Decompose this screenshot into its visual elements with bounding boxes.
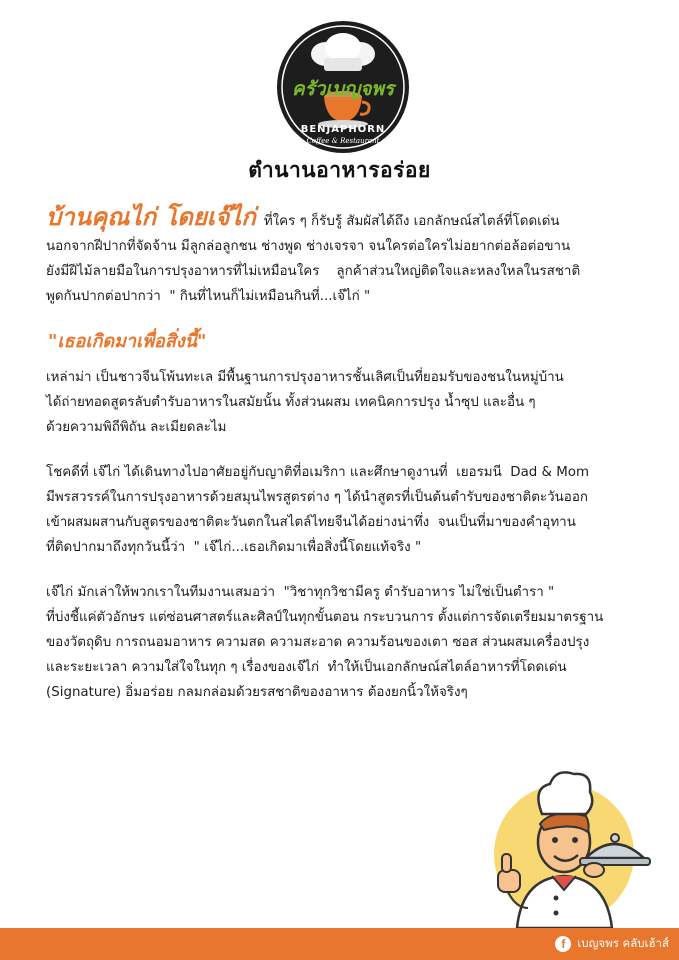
paragraph-line: ที่ติดปากมาถึงทุกวันนี้ว่า " เจ๊ไก่...เธอเกิดมาเพื่อสิ่งนี้โดยแท้จริง " xyxy=(46,540,422,555)
logo-brand-thai: ครัวเบญจพร xyxy=(291,78,395,100)
facebook-icon: f xyxy=(555,936,571,952)
footer-bar xyxy=(0,928,679,960)
paragraph-line: ของวัตถุดิบ การถนอมอาหาร ความสด ความสะอาด ความร้อนของเตา ซอส ส่วนผสมเครื่องปรุง xyxy=(46,635,590,650)
logo-brand-en: BENJAPHORN xyxy=(300,124,386,135)
page-title: ตำนานอาหารอร่อย xyxy=(248,158,431,182)
intro-paragraph xyxy=(46,204,646,309)
chef-illustration xyxy=(482,758,652,928)
paragraph-line: ที่ใคร ๆ ก็รับรู้ สัมผัสได้ถึง เอกลักษณ์สไตล์ที่โดดเด่น xyxy=(263,214,560,229)
paragraph-line: โชคดีที่ เจ๊ไก่ ได้เดินทางไปอาศัยอยู่กับญาติที่อเมริกา และศึกษาดูงานที่ เยอรมนี Dad & Mom xyxy=(46,465,590,480)
history-paragraph xyxy=(46,365,646,440)
paragraph-line: ยังมีฝีไม้ลายมือในการปรุงอาหารที่ไม่เหมือนใคร ลูกค้าส่วนใหญ่ติดใจและหลงใหลในรสชาติ xyxy=(46,264,581,279)
restaurant-logo xyxy=(276,20,410,154)
paragraph-line: เจ๊ไก่ มักเล่าให้พวกเราในทีมงานเสมอว่า "วิชาทุกวิชามีครู ตำรับอาหาร ไม่ใช่เป็นตำรา " xyxy=(46,585,555,600)
article-body xyxy=(46,204,646,705)
facebook-page-link[interactable] xyxy=(555,935,669,953)
paragraph-line: และระยะเวลา ความใส่ใจในทุก ๆ เรื่องของเจ๊ไก่ ทำให้เป็นเอกลักษณ์สไตล์อาหารที่โดดเด่น xyxy=(46,660,567,675)
paragraph-line: ด้วยความพิถีพิถัน ละเมียดละไม xyxy=(46,420,227,435)
paragraph-line: ที่บ่งชี้แค่ตัวอักษร แต่ซ่อนศาสตร์และศิลป์ในทุกขั้นตอน กระบวนการ ตั้งแต่การจัดเตรียมมาตรฐาน xyxy=(46,610,604,625)
philosophy-paragraph xyxy=(46,580,646,705)
paragraph-line: มีพรสวรรค์ในการปรุงอาหารด้วยสมุนไพรสูตรต่าง ๆ ได้นำสูตรที่เป็นต้นตำรับของชาติตะวันออก xyxy=(46,490,588,505)
facebook-page-name: เบญจพร คลับเฮ้าส์ xyxy=(577,936,669,950)
travel-paragraph xyxy=(46,460,646,560)
paragraph-line: (Signature) อิ่มอร่อย กลมกล่อมด้วยรสชาติของอาหาร ต้องยกนิ้วให้จริงๆ xyxy=(46,685,468,700)
paragraph-line: นอกจากฝีปากที่จัดจ้าน มีลูกล่อลูกชน ช่างพูด ช่างเจรจา จนใครต่อใครไม่อยากต่อล้อต่อขาน xyxy=(46,239,571,254)
paragraph-line: พูดกันปากต่อปากว่า " กินที่ไหนก็ไม่เหมือนกินที่...เจ๊ไก่ " xyxy=(46,289,371,304)
paragraph-line: ได้ถ่ายทอดสูตรลับตำรับอาหารในสมัยนั้น ทั้งส่วนผสม เทคนิคการปรุง น้ำซุป และอื่น ๆ xyxy=(46,395,536,410)
paragraph-line: เข้าผสมผสานกับสูตรของชาติตะวันตกในสไตล์ไทยจีนได้อย่างน่าทึ่ง จนเป็นที่มาของคำอุทาน xyxy=(46,515,576,530)
paragraph-line: เหล่าม่า เป็นชาวจีนโพ้นทะเล มีพื้นฐานการปรุงอาหารชั้นเลิศเป็นที่ยอมรับของชนในหมู่บ้าน xyxy=(46,370,564,385)
section-subhead: "เธอเกิดมาเพื่อสิ่งนี้" xyxy=(48,331,207,352)
logo-tagline: Coffee & Restaurant xyxy=(306,137,380,145)
headline: บ้านคุณไก่ โดยเจ๊ไก่ xyxy=(46,202,256,231)
